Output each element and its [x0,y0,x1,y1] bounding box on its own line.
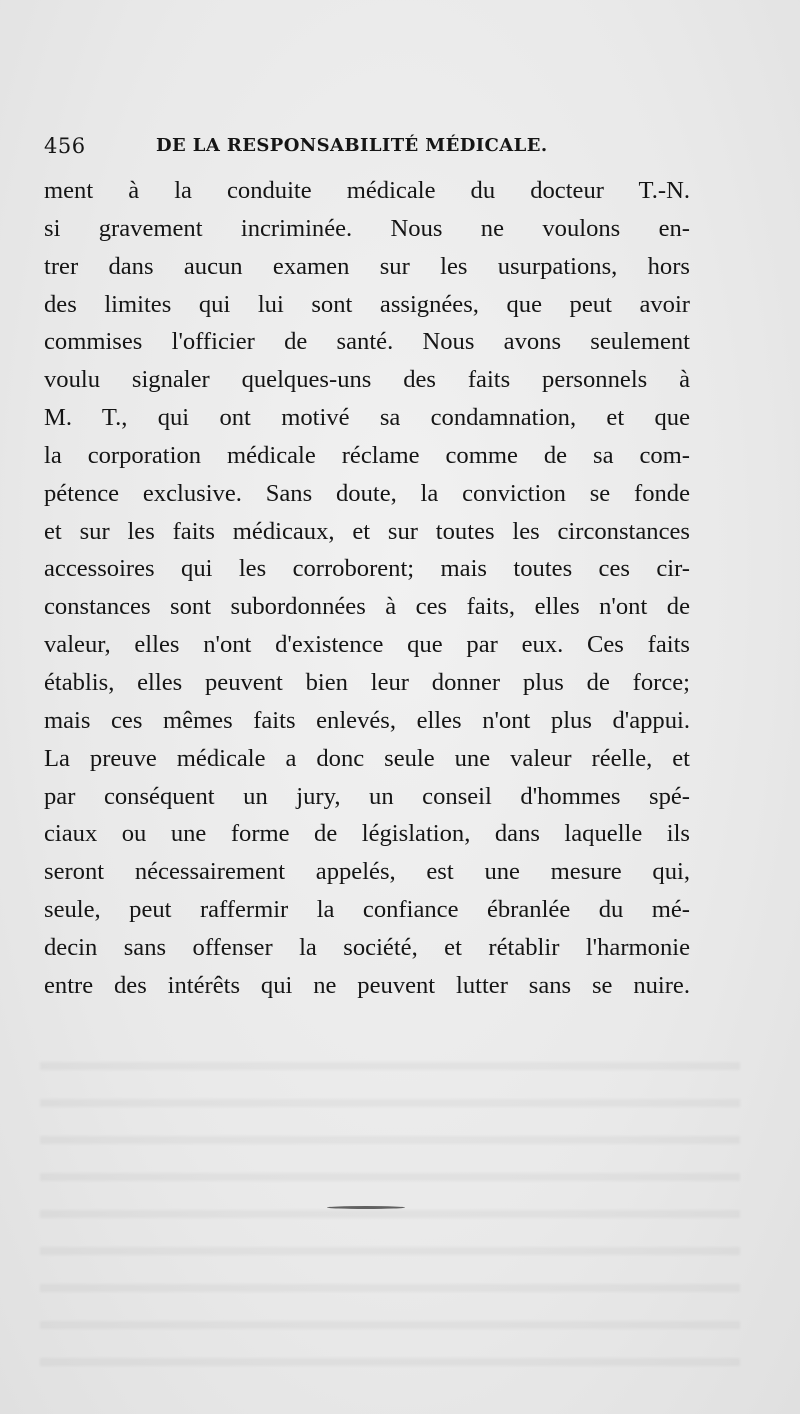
show-through-text [40,1040,740,1380]
section-end-rule [327,1206,405,1209]
text-line: entre des intérêts qui ne peuvent lutter sans se nuire. [44,971,690,999]
text-line: ment à la conduite médicale du docteur T.-N. [44,177,690,204]
text-line: mais ces mêmes faits enlevés, elles n'ont plus d'appui. [44,706,690,734]
page-number: 456 [44,134,86,158]
text-line: valeur, elles n'ont d'existence que par eux. Ces faits [44,631,690,659]
text-line: trer dans aucun examen sur les usurpations, hors [44,252,690,280]
text-line: commises l'officier de santé. Nous avons seulement [44,328,690,356]
text-line: des limites qui lui sont assignées, que peut avoir [44,290,690,318]
text-line: La preuve médicale a donc seule une valeur réelle, et [44,744,690,772]
text-line: pétence exclusive. Sans doute, la conviction se fonde [44,479,690,507]
text-line: M. T., qui ont motivé sa condamnation, et que [44,404,690,432]
running-head: DE LA RESPONSABILITÉ MÉDICALE. [156,135,548,156]
text-line: seule, peut raffermir la confiance ébranlée du mé- [44,896,690,924]
body-paragraph [44,172,690,1005]
text-line: établis, elles peuvent bien leur donner plus de force; [44,668,690,696]
text-line: decin sans offenser la société, et rétablir l'harmonie [44,933,690,961]
text-line: la corporation médicale réclame comme de sa com- [44,441,690,469]
text-line: accessoires qui les corroborent; mais toutes ces cir- [44,555,690,583]
text-line: constances sont subordonnées à ces faits, elles n'ont de [44,593,690,621]
page-header [44,134,704,164]
text-line: ciaux ou une forme de législation, dans laquelle ils [44,820,690,848]
text-line: par conséquent un jury, un conseil d'hommes spé- [44,782,690,810]
text-line: voulu signaler quelques-uns des faits personnels à [44,366,690,394]
text-line: et sur les faits médicaux, et sur toutes les circonstances [44,517,690,545]
text-line: seront nécessairement appelés, est une mesure qui, [44,858,690,886]
text-line: si gravement incriminée. Nous ne voulons en- [44,214,690,242]
